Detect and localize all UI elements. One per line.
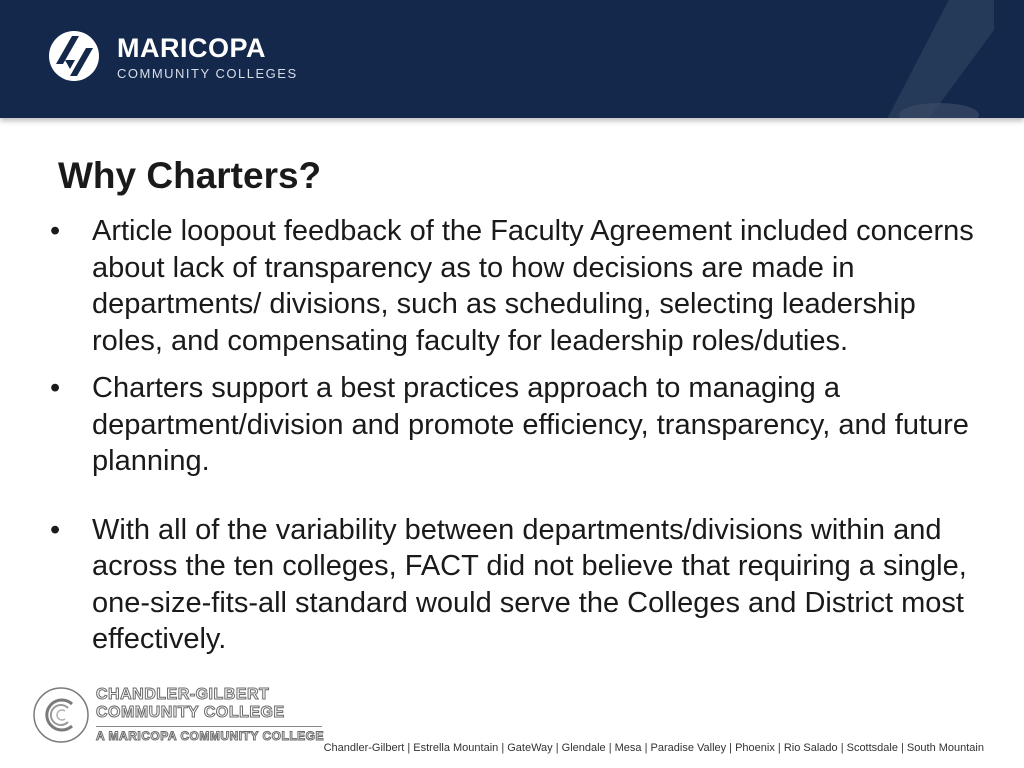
watermark-logo-icon <box>884 0 994 118</box>
brand-subtitle: COMMUNITY COLLEGES <box>117 66 298 81</box>
bullet-item <box>44 213 994 359</box>
brand-name: MARICOPA <box>117 33 266 63</box>
college-name-line2: COMMUNITY COLLEGE <box>96 704 285 721</box>
bullet-text: With all of the variability between departments/divisions within and across the ten colleges, FACT did not believe that requiring a single, one-size-fits-all standard would serve the Colleges and District most effectively. <box>92 513 967 655</box>
footer-college-list: Chandler-Gilbert | Estrella Mountain | GateWay | Glendale | Mesa | Paradise Valley | Phoenix | Rio Salado | Scottsdale | South Mountain <box>323 742 984 754</box>
bullet-marker: • <box>50 372 61 404</box>
college-name-line3: A MARICOPA COMMUNITY COLLEGE <box>96 729 324 743</box>
college-name-line1: CHANDLER-GILBERT <box>96 686 270 703</box>
header-banner <box>0 0 1024 118</box>
college-logo-divider <box>96 726 322 727</box>
slide-title: Why Charters? <box>58 155 322 196</box>
bullet-list <box>44 213 994 658</box>
bullet-marker: • <box>50 215 61 247</box>
bullet-item <box>44 370 994 480</box>
maricopa-logo-icon <box>48 30 100 82</box>
chandler-gilbert-logo-icon <box>32 686 90 744</box>
bullet-text: Article loopout feedback of the Faculty Agreement included concerns about lack of transparency as to how decisions are made in departments/ divisions, such as scheduling, selecting leadership roles, and compensating faculty for leadership roles/duties. <box>92 215 974 357</box>
bullet-marker: • <box>50 513 61 546</box>
bullet-text: Charters support a best practices approach to managing a department/division and promote efficiency, transparency, and future planning. <box>92 372 969 477</box>
bullet-item <box>44 512 994 658</box>
